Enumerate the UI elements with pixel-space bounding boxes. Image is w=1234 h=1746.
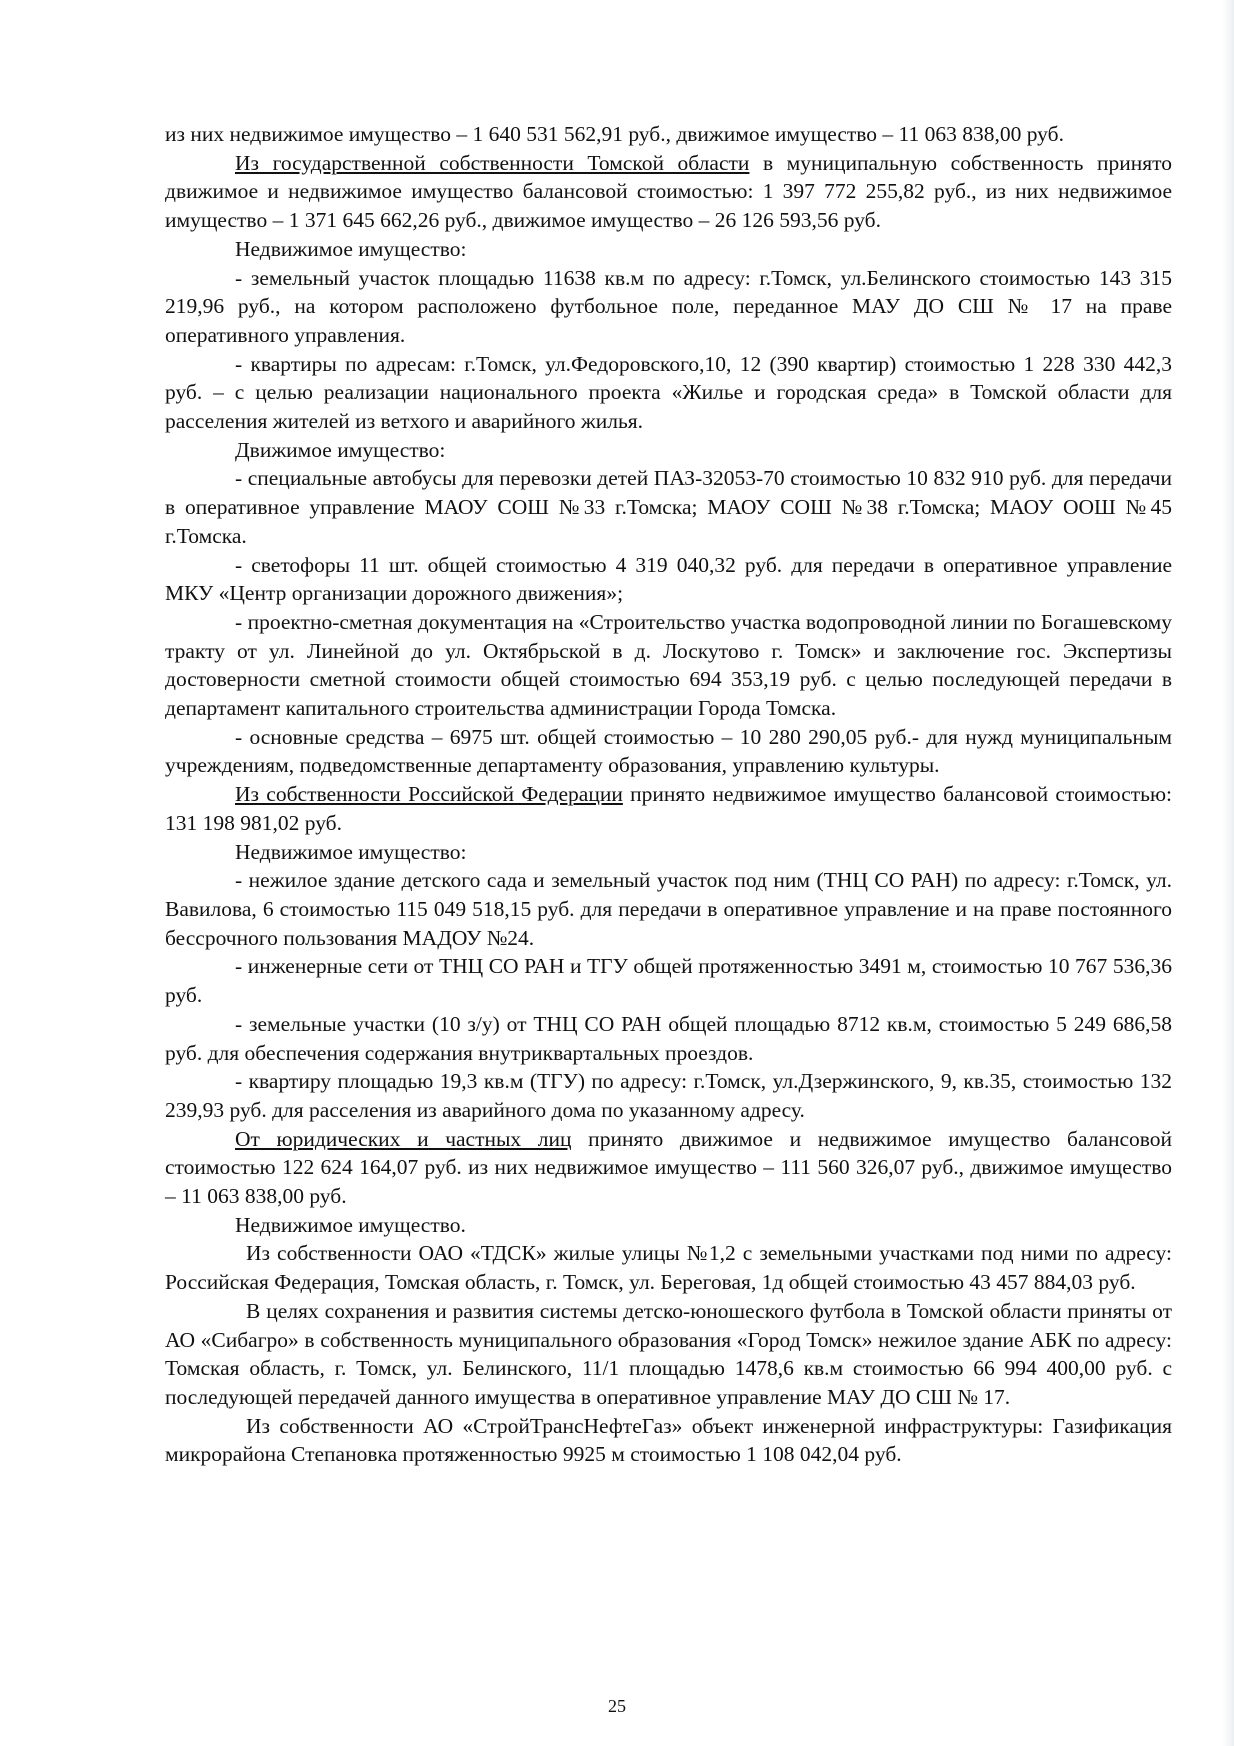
list-item: - светофоры 11 шт. общей стоимостью 4 319 040,32 руб. для передачи в оперативное управление МКУ «Центр организации дорожного движения»;: [165, 552, 1172, 606]
section-label: Недвижимое имущество:: [235, 839, 467, 864]
list-item: - квартиры по адресам: г.Томск, ул.Федоровского,10, 12 (390 квартир) стоимостью 1 228 330 442,3 руб. – с целью реализации национального проекта «Жилье и городская среда» в Томской области для расселения жителей из ветхого и аварийного жилья.: [165, 351, 1172, 434]
paragraph: В целях сохранения и развития системы детско-юношеского футбола в Томской области приняты от АО «Сибагро» в собственность муниципального образования «Город Томск» нежилое здание АБК по адресу: Томская область, г. Томск, ул. Белинского, 11/1 площадью 1478,6 кв.м стоимостью 66 994 400,00 руб. с последующей передачей данного имущества в оперативное управление МАУ ДО СШ № 17.: [165, 1298, 1172, 1409]
section-label: Движимое имущество:: [235, 437, 446, 462]
paragraph: Из собственности Российской Федерации принято недвижимое имущество балансовой стоимостью: 131 198 981,02 руб.: [165, 782, 1172, 835]
list-item: - квартиру площадью 19,3 кв.м (ТГУ) по адресу: г.Томск, ул.Дзержинского, 9, кв.35, стоимостью 132 239,93 руб. для расселения из аварийного дома по указанному адресу.: [165, 1069, 1172, 1122]
underlined-heading: Из собственности Российской Федерации: [235, 782, 623, 807]
paragraph: Из государственной собственности Томской области в муниципальную собственность принято движимое и недвижимое имущество балансовой стоимостью: 1 397 772 255,82 руб., из них недвижимое имущество – 1 371 645 662,26 руб., движимое имущество – 26 126 593,56 руб.: [165, 150, 1173, 233]
paragraph: Из собственности ОАО «ТДСК» жилые улицы №1,2 с земельными участками под ними по адресу: Российская Федерация, Томская область, г. Томск, ул. Береговая, 1д общей стоимостью 43 457 884,03 руб.: [165, 1241, 1172, 1295]
list-item: - нежилое здание детского сада и земельный участок под ним (ТНЦ СО РАН) по адресу: г.Томск, ул. Вавилова, 6 стоимостью 115 049 518,15 руб. для передачи в оперативное управление и на праве постоянного бессрочного пользования МАДОУ №24.: [165, 868, 1172, 950]
list-item: - земельные участки (10 з/у) от ТНЦ СО РАН общей площадью 8712 кв.м, стоимостью 5 249 686,58 руб. для обеспечения содержания внутриквартальных проездов.: [165, 1011, 1172, 1065]
paragraph: Из собственности АО «СтройТрансНефтеГаз» объект инженерной инфраструктуры: Газификация микрорайона Степановка протяженностью 9925 м стоимостью 1 108 042,04 руб.: [165, 1413, 1172, 1467]
section-label: Недвижимое имущество.: [235, 1212, 466, 1237]
underlined-heading: От юридических и частных лиц: [235, 1126, 572, 1151]
underlined-heading: Из государственной собственности Томской области: [235, 150, 750, 175]
list-item: - специальные автобусы для перевозки детей ПАЗ-32053-70 стоимостью 10 832 910 руб. для передачи в оперативное управление МАОУ СОШ №33 г.Томска; МАОУ СОШ №38 г.Томска; МАОУ ООШ №45 г.Томска.: [165, 466, 1172, 548]
page-number: 25: [608, 1696, 626, 1716]
list-item: - земельный участок площадью 11638 кв.м по адресу: г.Томск, ул.Белинского стоимостью 143 315 219,96 руб., на котором расположено футбольное поле, переданное МАУ ДО СШ № 17 на праве оперативного управления.: [165, 265, 1172, 347]
list-item: - проектно-сметная документация на «Строительство участка водопроводной линии по Богашевскому тракту от ул. Линейной до ул. Октябрьской в д. Лоскутово г. Томск» и заключение гос. Экспертизы достоверности сметной стоимости общей стоимостью 694 353,19 руб. с целью последующей передачи в департамент капитального строительства администрации Города Томска.: [165, 609, 1172, 721]
paragraph: из них недвижимое имущество – 1 640 531 562,91 руб., движимое имущество – 11 063 838,00 руб.: [165, 122, 1064, 146]
scan-edge-shadow: [1222, 0, 1234, 1746]
section-label: Недвижимое имущество:: [235, 236, 467, 261]
document-body: [165, 120, 1172, 1469]
list-item: - инженерные сети от ТНЦ СО РАН и ТГУ общей протяженностью 3491 м, стоимостью 10 767 536,36 руб.: [165, 954, 1172, 1008]
paragraph: От юридических и частных лиц принято движимое и недвижимое имущество балансовой стоимостью 122 624 164,07 руб. из них недвижимое имущество – 111 560 326,07 руб., движимое имущество – 11 063 838,00 руб.: [165, 1126, 1173, 1209]
list-item: - основные средства – 6975 шт. общей стоимостью – 10 280 290,05 руб.- для нужд муниципальным учреждениям, подведомственные департаменту образования, управлению культуры.: [165, 724, 1172, 778]
